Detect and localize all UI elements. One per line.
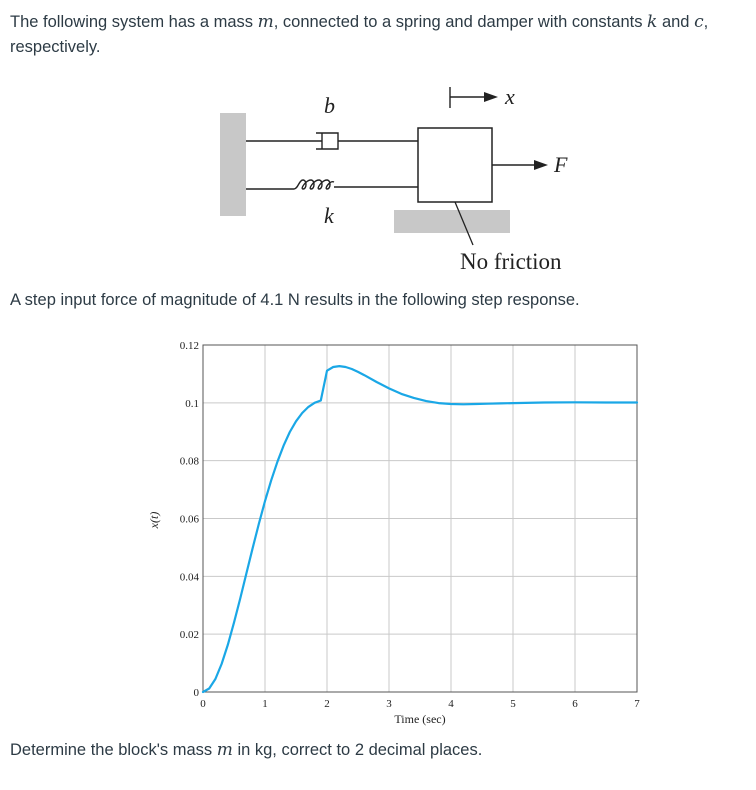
x-tick-label: 7: [634, 698, 640, 710]
x-tick-label: 4: [448, 698, 454, 710]
x-tick-label: 3: [386, 698, 392, 710]
y-tick-label: 0.12: [179, 340, 199, 352]
x-tick-label: 0: [200, 698, 206, 710]
x-tick-label: 1: [262, 698, 268, 710]
var-m-ask: m: [216, 740, 233, 760]
x-axis-label: Time (sec): [394, 712, 446, 726]
friction-label: No friction: [460, 249, 562, 274]
step-response-chart: [140, 335, 650, 730]
y-tick-label: 0.04: [179, 571, 199, 584]
damper: [246, 133, 418, 149]
step-input-text: A step input force of magnitude of 4.1 N results in the following step response.: [10, 291, 580, 309]
question-ask: Determine the block's mass m in kg, correct to 2 decimal places.: [10, 740, 483, 760]
force-arrow: [492, 160, 548, 170]
y-tick-label: 0.1: [185, 397, 199, 410]
y-tick-label: 0.06: [179, 513, 199, 526]
question-intro: The following system has a mass m, connected to a spring and damper with constants k and c, respectively.: [10, 12, 709, 56]
displacement-arrow: [450, 87, 498, 108]
y-tick-label: 0: [193, 687, 199, 699]
var-c: c: [694, 12, 704, 32]
x-tick-label: 2: [324, 698, 330, 710]
force-label: F: [554, 152, 568, 177]
y-axis-label: x(t): [147, 511, 161, 529]
mass-block: [418, 128, 492, 202]
x-tick-label: 6: [572, 698, 578, 710]
y-tick-label: 0.08: [179, 455, 199, 468]
damper-label: b: [324, 93, 335, 118]
displacement-label: x: [505, 84, 515, 109]
mass-spring-damper-diagram: [200, 80, 600, 280]
response-curve: [203, 366, 637, 692]
x-tick-label: 5: [510, 698, 516, 710]
wall: [220, 113, 246, 216]
y-tick-label: 0.02: [179, 629, 199, 642]
ground: [394, 210, 510, 233]
var-k: k: [647, 12, 658, 32]
spring-label: k: [324, 203, 334, 228]
var-m: m: [257, 12, 274, 32]
grid: [203, 345, 637, 692]
spring: [246, 180, 418, 189]
tick-labels: [180, 340, 641, 710]
